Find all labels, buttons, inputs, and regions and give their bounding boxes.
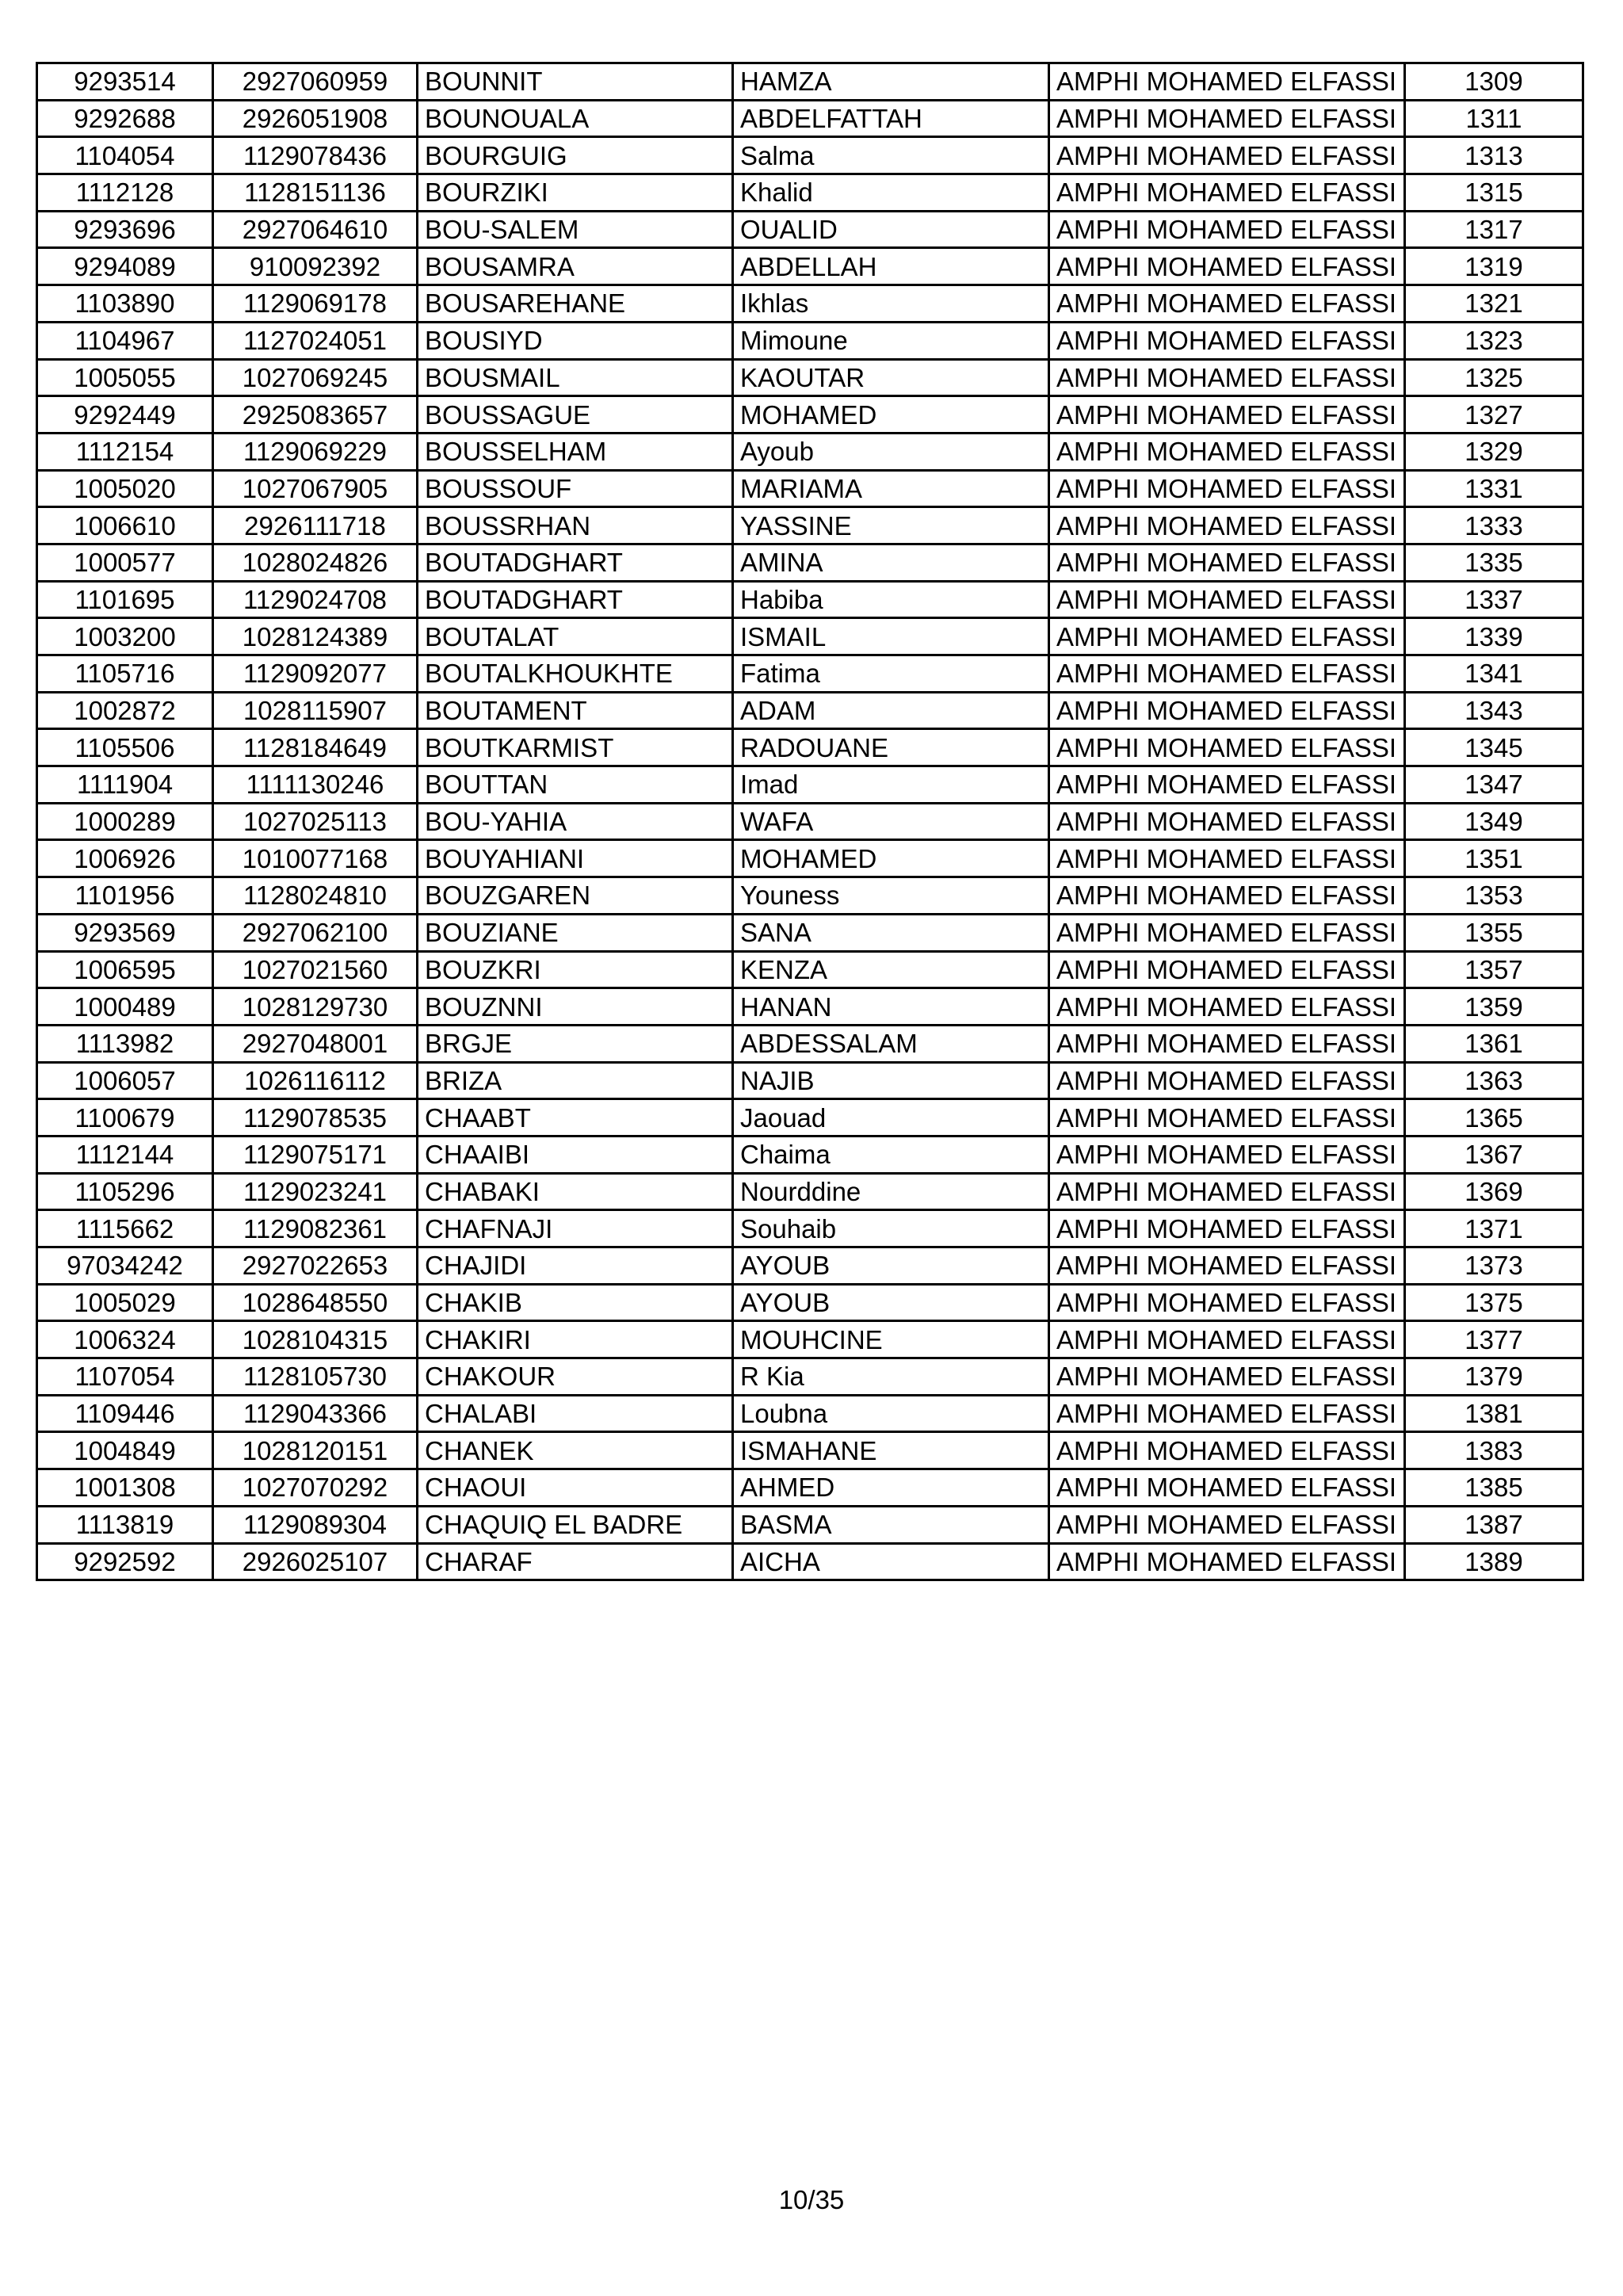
seat-number-cell: 1357 — [1405, 951, 1583, 988]
last-name-cell: BOUSAREHANE — [418, 285, 733, 323]
first-name-cell: AICHA — [733, 1543, 1049, 1580]
exam-room-cell: AMPHI MOHAMED ELFASSI — [1049, 655, 1405, 693]
exam-room-cell: AMPHI MOHAMED ELFASSI — [1049, 1395, 1405, 1432]
student-id-cell: 1113982 — [37, 1025, 213, 1062]
first-name-cell: Imad — [733, 766, 1049, 804]
first-name-cell: ABDELLAH — [733, 248, 1049, 285]
seat-number-cell: 1383 — [1405, 1432, 1583, 1469]
national-id-cell: 1129075171 — [213, 1136, 418, 1173]
table-row — [37, 1543, 1583, 1580]
student-id-cell: 1005029 — [37, 1284, 213, 1321]
seat-number-cell: 1353 — [1405, 877, 1583, 915]
student-id-cell: 1003200 — [37, 618, 213, 655]
table-row — [37, 211, 1583, 248]
student-id-cell: 1105296 — [37, 1173, 213, 1210]
national-id-cell: 1010077168 — [213, 840, 418, 877]
national-id-cell: 1129069229 — [213, 433, 418, 470]
table-row — [37, 692, 1583, 729]
exam-room-cell: AMPHI MOHAMED ELFASSI — [1049, 766, 1405, 804]
last-name-cell: BOUSMAIL — [418, 359, 733, 396]
first-name-cell: Habiba — [733, 581, 1049, 618]
national-id-cell: 1028115907 — [213, 692, 418, 729]
first-name-cell: HAMZA — [733, 63, 1049, 101]
first-name-cell: Ayoub — [733, 433, 1049, 470]
exam-room-cell: AMPHI MOHAMED ELFASSI — [1049, 1358, 1405, 1396]
national-id-cell: 1028648550 — [213, 1284, 418, 1321]
seat-number-cell: 1345 — [1405, 729, 1583, 766]
first-name-cell: ABDELFATTAH — [733, 100, 1049, 137]
table-row — [37, 433, 1583, 470]
exam-room-cell: AMPHI MOHAMED ELFASSI — [1049, 1062, 1405, 1099]
student-id-cell: 1006324 — [37, 1321, 213, 1358]
student-id-cell: 1105716 — [37, 655, 213, 693]
exam-room-cell: AMPHI MOHAMED ELFASSI — [1049, 877, 1405, 915]
table-row — [37, 1025, 1583, 1062]
exam-room-cell: AMPHI MOHAMED ELFASSI — [1049, 618, 1405, 655]
first-name-cell: Ikhlas — [733, 285, 1049, 323]
table-row — [37, 1062, 1583, 1099]
first-name-cell: YASSINE — [733, 507, 1049, 544]
last-name-cell: CHAKIB — [418, 1284, 733, 1321]
student-id-cell: 1111904 — [37, 766, 213, 804]
national-id-cell: 2926025107 — [213, 1543, 418, 1580]
exam-room-cell: AMPHI MOHAMED ELFASSI — [1049, 544, 1405, 581]
seat-number-cell: 1321 — [1405, 285, 1583, 323]
national-id-cell: 1028124389 — [213, 618, 418, 655]
seat-number-cell: 1367 — [1405, 1136, 1583, 1173]
national-id-cell: 1027021560 — [213, 951, 418, 988]
seat-number-cell: 1333 — [1405, 507, 1583, 544]
table-row — [37, 1469, 1583, 1507]
last-name-cell: CHAJIDI — [418, 1247, 733, 1285]
first-name-cell: Loubna — [733, 1395, 1049, 1432]
national-id-cell: 1128184649 — [213, 729, 418, 766]
table-row — [37, 137, 1583, 174]
table-row — [37, 618, 1583, 655]
last-name-cell: BOUTTAN — [418, 766, 733, 804]
table-row — [37, 951, 1583, 988]
last-name-cell: BOUTAMENT — [418, 692, 733, 729]
first-name-cell: BASMA — [733, 1506, 1049, 1543]
first-name-cell: MOHAMED — [733, 396, 1049, 434]
last-name-cell: BOUSIYD — [418, 322, 733, 359]
student-id-cell: 1112128 — [37, 174, 213, 212]
last-name-cell: BRIZA — [418, 1062, 733, 1099]
exam-room-cell: AMPHI MOHAMED ELFASSI — [1049, 211, 1405, 248]
seat-number-cell: 1389 — [1405, 1543, 1583, 1580]
seat-number-cell: 1361 — [1405, 1025, 1583, 1062]
seat-number-cell: 1309 — [1405, 63, 1583, 101]
student-id-cell: 1115662 — [37, 1210, 213, 1247]
exam-room-cell: AMPHI MOHAMED ELFASSI — [1049, 470, 1405, 507]
exam-room-cell: AMPHI MOHAMED ELFASSI — [1049, 63, 1405, 101]
student-id-cell: 1006610 — [37, 507, 213, 544]
student-id-cell: 9293514 — [37, 63, 213, 101]
table-row — [37, 1432, 1583, 1469]
table-row — [37, 359, 1583, 396]
exam-room-cell: AMPHI MOHAMED ELFASSI — [1049, 1099, 1405, 1137]
seat-number-cell: 1387 — [1405, 1506, 1583, 1543]
seat-number-cell: 1327 — [1405, 396, 1583, 434]
first-name-cell: KAOUTAR — [733, 359, 1049, 396]
last-name-cell: CHAKOUR — [418, 1358, 733, 1396]
student-id-cell: 9292449 — [37, 396, 213, 434]
exam-room-cell: AMPHI MOHAMED ELFASSI — [1049, 1136, 1405, 1173]
last-name-cell: BOUTALKHOUKHTE — [418, 655, 733, 693]
student-id-cell: 1004849 — [37, 1432, 213, 1469]
national-id-cell: 1129082361 — [213, 1210, 418, 1247]
seat-number-cell: 1339 — [1405, 618, 1583, 655]
exam-room-cell: AMPHI MOHAMED ELFASSI — [1049, 137, 1405, 174]
table-row — [37, 729, 1583, 766]
seat-number-cell: 1315 — [1405, 174, 1583, 212]
seat-number-cell: 1313 — [1405, 137, 1583, 174]
exam-room-cell: AMPHI MOHAMED ELFASSI — [1049, 174, 1405, 212]
table-row — [37, 285, 1583, 323]
first-name-cell: MOHAMED — [733, 840, 1049, 877]
national-id-cell: 1129043366 — [213, 1395, 418, 1432]
first-name-cell: ABDESSALAM — [733, 1025, 1049, 1062]
student-id-cell: 1005055 — [37, 359, 213, 396]
exam-room-cell: AMPHI MOHAMED ELFASSI — [1049, 914, 1405, 951]
national-id-cell: 1129023241 — [213, 1173, 418, 1210]
student-id-cell: 1000489 — [37, 988, 213, 1026]
last-name-cell: BOUZIANE — [418, 914, 733, 951]
last-name-cell: BOUTKARMIST — [418, 729, 733, 766]
student-id-cell: 1002872 — [37, 692, 213, 729]
first-name-cell: Souhaib — [733, 1210, 1049, 1247]
last-name-cell: BOUYAHIANI — [418, 840, 733, 877]
student-id-cell: 1006057 — [37, 1062, 213, 1099]
exam-room-cell: AMPHI MOHAMED ELFASSI — [1049, 1173, 1405, 1210]
student-id-cell: 1103890 — [37, 285, 213, 323]
first-name-cell: AYOUB — [733, 1284, 1049, 1321]
first-name-cell: SANA — [733, 914, 1049, 951]
last-name-cell: BOUZGAREN — [418, 877, 733, 915]
student-id-cell: 9293696 — [37, 211, 213, 248]
table-row — [37, 1284, 1583, 1321]
seat-number-cell: 1337 — [1405, 581, 1583, 618]
seat-number-cell: 1351 — [1405, 840, 1583, 877]
national-id-cell: 1128151136 — [213, 174, 418, 212]
seat-number-cell: 1381 — [1405, 1395, 1583, 1432]
national-id-cell: 1026116112 — [213, 1062, 418, 1099]
exam-room-cell: AMPHI MOHAMED ELFASSI — [1049, 248, 1405, 285]
seat-number-cell: 1385 — [1405, 1469, 1583, 1507]
national-id-cell: 1129089304 — [213, 1506, 418, 1543]
table-row — [37, 1210, 1583, 1247]
exam-room-cell: AMPHI MOHAMED ELFASSI — [1049, 1247, 1405, 1285]
first-name-cell: AHMED — [733, 1469, 1049, 1507]
student-id-cell: 9293569 — [37, 914, 213, 951]
student-id-cell: 1000289 — [37, 803, 213, 840]
exam-room-cell: AMPHI MOHAMED ELFASSI — [1049, 951, 1405, 988]
national-id-cell: 2927048001 — [213, 1025, 418, 1062]
last-name-cell: CHAABT — [418, 1099, 733, 1137]
last-name-cell: CHALABI — [418, 1395, 733, 1432]
table-row — [37, 507, 1583, 544]
last-name-cell: CHAOUI — [418, 1469, 733, 1507]
national-id-cell: 1129092077 — [213, 655, 418, 693]
student-id-cell: 1112144 — [37, 1136, 213, 1173]
last-name-cell: BOUSSRHAN — [418, 507, 733, 544]
national-id-cell: 1028129730 — [213, 988, 418, 1026]
last-name-cell: CHAKIRI — [418, 1321, 733, 1358]
seat-number-cell: 1341 — [1405, 655, 1583, 693]
table-row — [37, 766, 1583, 804]
exam-room-cell: AMPHI MOHAMED ELFASSI — [1049, 1284, 1405, 1321]
first-name-cell: OUALID — [733, 211, 1049, 248]
table-row — [37, 470, 1583, 507]
exam-room-cell: AMPHI MOHAMED ELFASSI — [1049, 803, 1405, 840]
student-id-cell: 1006595 — [37, 951, 213, 988]
exam-room-cell: AMPHI MOHAMED ELFASSI — [1049, 1210, 1405, 1247]
first-name-cell: WAFA — [733, 803, 1049, 840]
national-id-cell: 1027069245 — [213, 359, 418, 396]
national-id-cell: 2927064610 — [213, 211, 418, 248]
national-id-cell: 1129078535 — [213, 1099, 418, 1137]
last-name-cell: BOUSSELHAM — [418, 433, 733, 470]
last-name-cell: BOUSAMRA — [418, 248, 733, 285]
student-id-cell: 1113819 — [37, 1506, 213, 1543]
last-name-cell: BOURZIKI — [418, 174, 733, 212]
exam-room-cell: AMPHI MOHAMED ELFASSI — [1049, 285, 1405, 323]
exam-room-cell: AMPHI MOHAMED ELFASSI — [1049, 396, 1405, 434]
first-name-cell: Salma — [733, 137, 1049, 174]
last-name-cell: BOU-YAHIA — [418, 803, 733, 840]
last-name-cell: BRGJE — [418, 1025, 733, 1062]
table-row — [37, 174, 1583, 212]
student-id-cell: 1100679 — [37, 1099, 213, 1137]
national-id-cell: 1129069178 — [213, 285, 418, 323]
table-row — [37, 914, 1583, 951]
first-name-cell: HANAN — [733, 988, 1049, 1026]
table-row — [37, 1099, 1583, 1137]
exam-room-cell: AMPHI MOHAMED ELFASSI — [1049, 1321, 1405, 1358]
last-name-cell: CHABAKI — [418, 1173, 733, 1210]
exam-room-cell: AMPHI MOHAMED ELFASSI — [1049, 1543, 1405, 1580]
exam-room-cell: AMPHI MOHAMED ELFASSI — [1049, 507, 1405, 544]
last-name-cell: BOUZNNI — [418, 988, 733, 1026]
first-name-cell: Fatima — [733, 655, 1049, 693]
student-id-cell: 1101695 — [37, 581, 213, 618]
first-name-cell: R Kia — [733, 1358, 1049, 1396]
national-id-cell: 1111130246 — [213, 766, 418, 804]
last-name-cell: BOUZKRI — [418, 951, 733, 988]
exam-room-cell: AMPHI MOHAMED ELFASSI — [1049, 840, 1405, 877]
exam-room-cell: AMPHI MOHAMED ELFASSI — [1049, 581, 1405, 618]
last-name-cell: BOUSSOUF — [418, 470, 733, 507]
last-name-cell: BOUTALAT — [418, 618, 733, 655]
last-name-cell: BOUTADGHART — [418, 581, 733, 618]
exam-room-cell: AMPHI MOHAMED ELFASSI — [1049, 1025, 1405, 1062]
seat-number-cell: 1369 — [1405, 1173, 1583, 1210]
table-row — [37, 63, 1583, 101]
exam-room-cell: AMPHI MOHAMED ELFASSI — [1049, 1432, 1405, 1469]
last-name-cell: BOUTADGHART — [418, 544, 733, 581]
student-id-cell: 1000577 — [37, 544, 213, 581]
student-id-cell: 1109446 — [37, 1395, 213, 1432]
last-name-cell: BOUNOUALA — [418, 100, 733, 137]
seat-number-cell: 1355 — [1405, 914, 1583, 951]
first-name-cell: RADOUANE — [733, 729, 1049, 766]
first-name-cell: Jaouad — [733, 1099, 1049, 1137]
seat-number-cell: 1371 — [1405, 1210, 1583, 1247]
first-name-cell: ISMAHANE — [733, 1432, 1049, 1469]
national-id-cell: 910092392 — [213, 248, 418, 285]
last-name-cell: BOUSSAGUE — [418, 396, 733, 434]
roster-table-body — [37, 63, 1583, 1580]
seat-number-cell: 1363 — [1405, 1062, 1583, 1099]
last-name-cell: BOUNNIT — [418, 63, 733, 101]
seat-number-cell: 1349 — [1405, 803, 1583, 840]
exam-room-cell: AMPHI MOHAMED ELFASSI — [1049, 433, 1405, 470]
exam-room-cell: AMPHI MOHAMED ELFASSI — [1049, 988, 1405, 1026]
student-id-cell: 1105506 — [37, 729, 213, 766]
first-name-cell: Youness — [733, 877, 1049, 915]
first-name-cell: AYOUB — [733, 1247, 1049, 1285]
student-id-cell: 97034242 — [37, 1247, 213, 1285]
last-name-cell: CHAQUIQ EL BADRE — [418, 1506, 733, 1543]
student-id-cell: 1107054 — [37, 1358, 213, 1396]
first-name-cell: ADAM — [733, 692, 1049, 729]
national-id-cell: 1129024708 — [213, 581, 418, 618]
national-id-cell: 1129078436 — [213, 137, 418, 174]
table-row — [37, 1173, 1583, 1210]
seat-number-cell: 1319 — [1405, 248, 1583, 285]
seat-number-cell: 1343 — [1405, 692, 1583, 729]
seat-number-cell: 1335 — [1405, 544, 1583, 581]
student-id-cell: 1112154 — [37, 433, 213, 470]
first-name-cell: KENZA — [733, 951, 1049, 988]
first-name-cell: Chaima — [733, 1136, 1049, 1173]
last-name-cell: CHAFNAJI — [418, 1210, 733, 1247]
first-name-cell: MARIAMA — [733, 470, 1049, 507]
page-number: 10/35 — [778, 2185, 845, 2214]
last-name-cell: BOURGUIG — [418, 137, 733, 174]
first-name-cell: Khalid — [733, 174, 1049, 212]
national-id-cell: 1028120151 — [213, 1432, 418, 1469]
seat-number-cell: 1377 — [1405, 1321, 1583, 1358]
seat-number-cell: 1331 — [1405, 470, 1583, 507]
table-row — [37, 544, 1583, 581]
table-row — [37, 322, 1583, 359]
seat-number-cell: 1373 — [1405, 1247, 1583, 1285]
first-name-cell: MOUHCINE — [733, 1321, 1049, 1358]
student-id-cell: 9294089 — [37, 248, 213, 285]
last-name-cell: CHAAIBI — [418, 1136, 733, 1173]
student-id-cell: 1001308 — [37, 1469, 213, 1507]
student-id-cell: 1101956 — [37, 877, 213, 915]
national-id-cell: 2927060959 — [213, 63, 418, 101]
first-name-cell: Mimoune — [733, 322, 1049, 359]
student-roster-table — [36, 62, 1584, 1581]
national-id-cell: 2927062100 — [213, 914, 418, 951]
exam-room-cell: AMPHI MOHAMED ELFASSI — [1049, 359, 1405, 396]
table-row — [37, 248, 1583, 285]
national-id-cell: 1027067905 — [213, 470, 418, 507]
student-id-cell: 9292592 — [37, 1543, 213, 1580]
national-id-cell: 1028024826 — [213, 544, 418, 581]
table-row — [37, 655, 1583, 693]
first-name-cell: NAJIB — [733, 1062, 1049, 1099]
table-row — [37, 877, 1583, 915]
national-id-cell: 2927022653 — [213, 1247, 418, 1285]
table-row — [37, 1395, 1583, 1432]
table-row — [37, 1321, 1583, 1358]
table-row — [37, 803, 1583, 840]
national-id-cell: 2925083657 — [213, 396, 418, 434]
student-id-cell: 1005020 — [37, 470, 213, 507]
table-row — [37, 396, 1583, 434]
table-row — [37, 1506, 1583, 1543]
last-name-cell: CHANEK — [418, 1432, 733, 1469]
table-row — [37, 1358, 1583, 1396]
exam-room-cell: AMPHI MOHAMED ELFASSI — [1049, 100, 1405, 137]
national-id-cell: 1127024051 — [213, 322, 418, 359]
exam-room-cell: AMPHI MOHAMED ELFASSI — [1049, 729, 1405, 766]
national-id-cell: 2926111718 — [213, 507, 418, 544]
national-id-cell: 1128105730 — [213, 1358, 418, 1396]
national-id-cell: 2926051908 — [213, 100, 418, 137]
first-name-cell: ISMAIL — [733, 618, 1049, 655]
national-id-cell: 1027070292 — [213, 1469, 418, 1507]
seat-number-cell: 1365 — [1405, 1099, 1583, 1137]
seat-number-cell: 1375 — [1405, 1284, 1583, 1321]
exam-room-cell: AMPHI MOHAMED ELFASSI — [1049, 1506, 1405, 1543]
first-name-cell: AMINA — [733, 544, 1049, 581]
exam-room-cell: AMPHI MOHAMED ELFASSI — [1049, 322, 1405, 359]
seat-number-cell: 1311 — [1405, 100, 1583, 137]
seat-number-cell: 1379 — [1405, 1358, 1583, 1396]
table-row — [37, 840, 1583, 877]
seat-number-cell: 1317 — [1405, 211, 1583, 248]
student-id-cell: 1104054 — [37, 137, 213, 174]
table-row — [37, 581, 1583, 618]
seat-number-cell: 1325 — [1405, 359, 1583, 396]
national-id-cell: 1028104315 — [213, 1321, 418, 1358]
national-id-cell: 1128024810 — [213, 877, 418, 915]
last-name-cell: CHARAF — [418, 1543, 733, 1580]
first-name-cell: Nourddine — [733, 1173, 1049, 1210]
last-name-cell: BOU-SALEM — [418, 211, 733, 248]
student-id-cell: 9292688 — [37, 100, 213, 137]
table-row — [37, 988, 1583, 1026]
exam-room-cell: AMPHI MOHAMED ELFASSI — [1049, 692, 1405, 729]
seat-number-cell: 1323 — [1405, 322, 1583, 359]
student-id-cell: 1006926 — [37, 840, 213, 877]
seat-number-cell: 1347 — [1405, 766, 1583, 804]
national-id-cell: 1027025113 — [213, 803, 418, 840]
seat-number-cell: 1359 — [1405, 988, 1583, 1026]
exam-room-cell: AMPHI MOHAMED ELFASSI — [1049, 1469, 1405, 1507]
table-row — [37, 1247, 1583, 1285]
student-id-cell: 1104967 — [37, 322, 213, 359]
table-row — [37, 1136, 1583, 1173]
table-row — [37, 100, 1583, 137]
seat-number-cell: 1329 — [1405, 433, 1583, 470]
